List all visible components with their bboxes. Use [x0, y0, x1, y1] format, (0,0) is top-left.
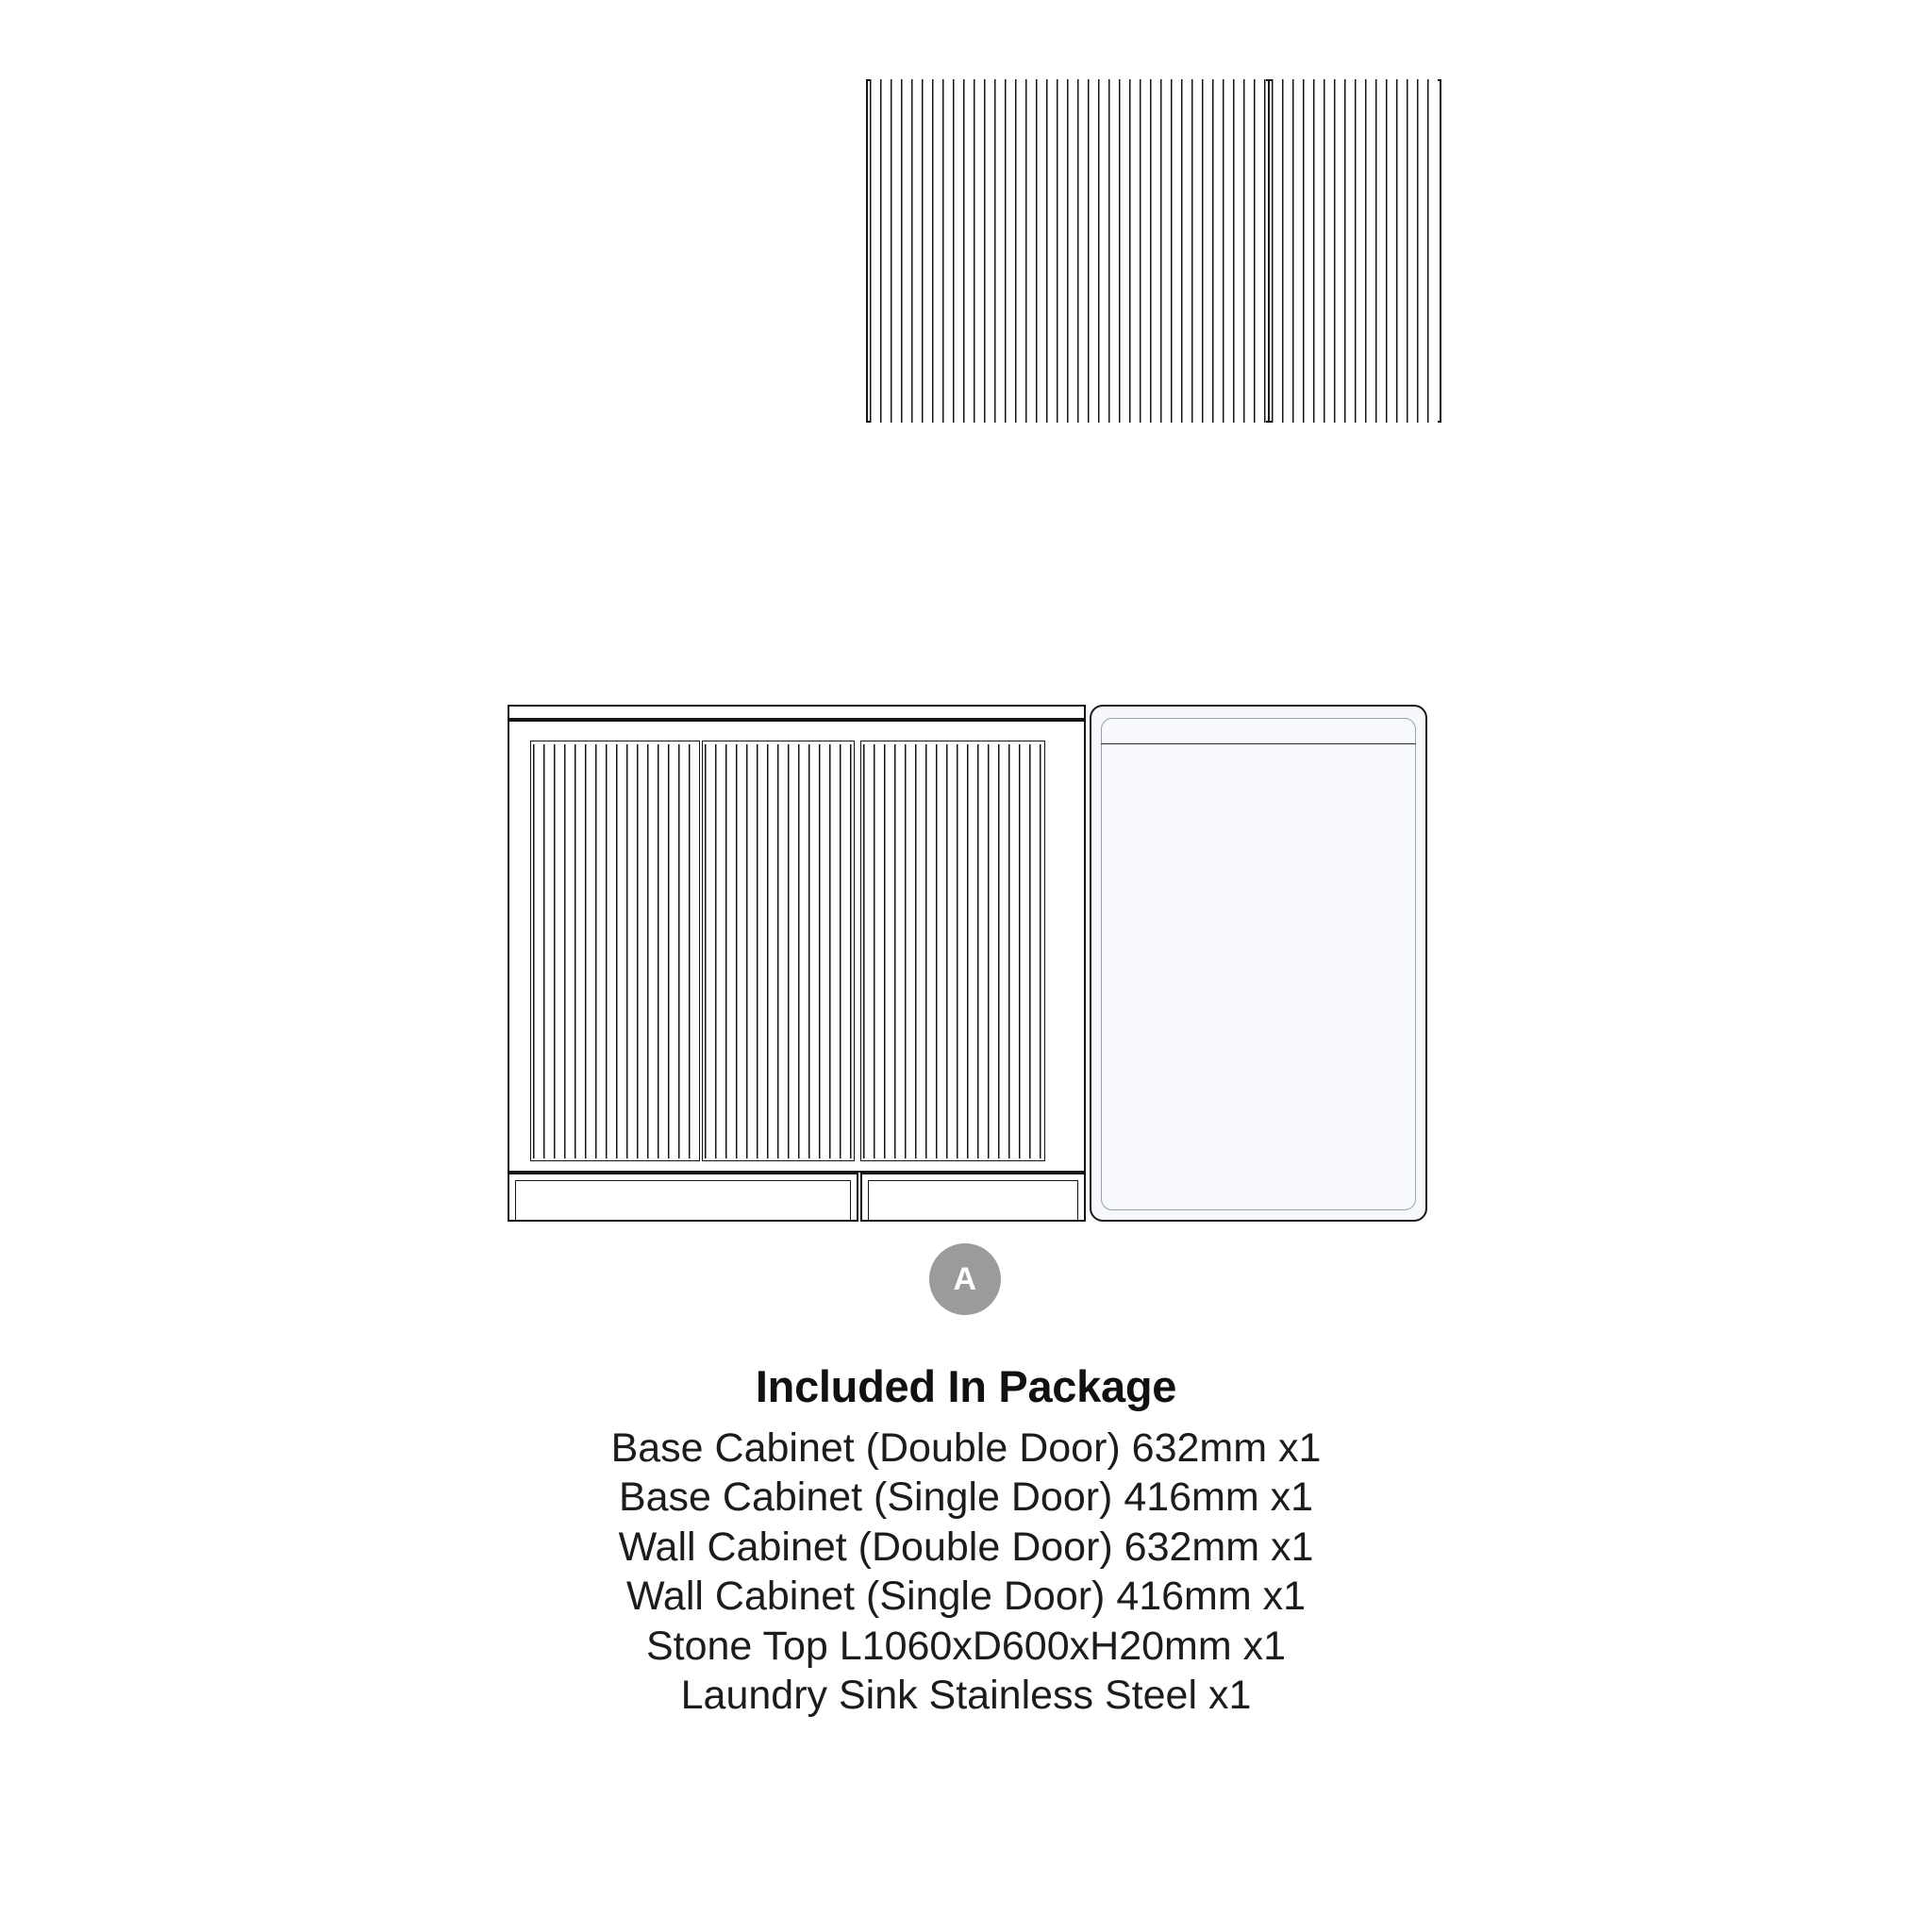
- base-cabinet-door-middle: [702, 741, 855, 1161]
- package-list-item: Wall Cabinet (Single Door) 416mm x1: [625, 1574, 1307, 1620]
- wall-cabinet-center-divider-icon: [1268, 79, 1270, 423]
- laundry-sink-bowl: [1101, 718, 1416, 1210]
- wall-cabinet-right-fluted-panel: [1272, 79, 1438, 423]
- base-cabinet-door-right: [860, 741, 1045, 1161]
- included-in-package-section: [0, 1360, 1932, 1721]
- base-cabinet-plinth-left: [508, 1173, 858, 1222]
- package-title: Included In Package: [755, 1361, 1177, 1411]
- base-cabinet-door-left: [530, 741, 700, 1161]
- base-cabinet-plinth-right-inner-line: [868, 1180, 1078, 1220]
- base-cabinet-top-rail: [508, 705, 1086, 720]
- fluted-texture-icon: [533, 744, 697, 1158]
- package-list-item: Laundry Sink Stainless Steel x1: [680, 1673, 1252, 1719]
- base-cabinet-plinth-left-inner-line: [515, 1180, 851, 1220]
- wall-cabinet-left-fluted-panel: [870, 79, 1266, 423]
- package-list-item: Base Cabinet (Double Door) 632mm x1: [610, 1425, 1322, 1471]
- fluted-texture-icon: [863, 744, 1042, 1158]
- base-cabinet-body: [508, 720, 1086, 1173]
- callout-badge-a: A: [929, 1243, 1001, 1315]
- package-list-item: Stone Top L1060xD600xH20mm x1: [645, 1623, 1287, 1669]
- laundry-sink-elevation: [1090, 705, 1427, 1222]
- package-list-item: Wall Cabinet (Double Door) 632mm x1: [618, 1524, 1314, 1570]
- laundry-sink-top-ledge: [1101, 718, 1416, 744]
- fluted-texture-icon: [705, 744, 852, 1158]
- base-cabinet-and-sink-group: [508, 705, 1427, 1222]
- wall-cabinet-elevation: [866, 79, 1441, 423]
- base-cabinet-plinth-right: [860, 1173, 1086, 1222]
- package-list-item: Base Cabinet (Single Door) 416mm x1: [618, 1474, 1314, 1521]
- base-cabinet-elevation: [508, 705, 1086, 1222]
